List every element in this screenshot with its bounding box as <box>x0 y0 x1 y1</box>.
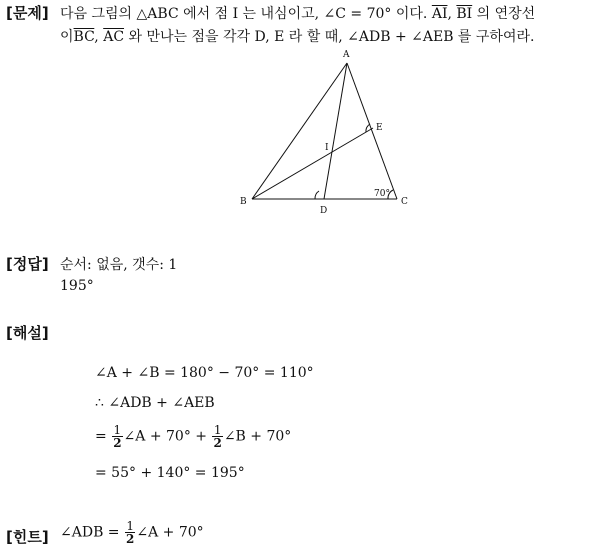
problem-line-2-pre: 이 <box>60 29 74 45</box>
side-ac <box>347 63 397 199</box>
separator: , <box>94 29 99 45</box>
vertex-a-label: A <box>343 50 350 60</box>
hint-post: ∠A + 70° <box>136 524 204 541</box>
point-d-label: D <box>320 206 328 216</box>
answer-label: [정답] <box>6 255 49 273</box>
problem-line-1-end: 의 연장선 <box>476 6 536 22</box>
fraction-denominator: 2 <box>113 436 122 450</box>
answer-value: 195° <box>60 278 94 294</box>
problem-line-2 <box>60 26 534 46</box>
separator: , <box>447 6 452 22</box>
vertex-c-label: C <box>401 197 408 207</box>
vertex-b-label: B <box>240 197 247 207</box>
angle-mark-d <box>315 191 319 199</box>
solution-line-2: ∴ ∠ADB + ∠AEB <box>95 395 215 411</box>
solution-line-4: = 55° + 140° = 195° <box>95 465 245 481</box>
hint-pre: ∠ADB = <box>60 524 120 541</box>
point-i-label: I <box>325 143 329 153</box>
fraction-half <box>125 520 135 545</box>
point-e-label: E <box>376 123 383 133</box>
answer-meta: 순서: 없음, 갯수: 1 <box>60 257 178 273</box>
solution-line-3-pre: = <box>95 428 107 445</box>
hint-formula <box>60 520 204 545</box>
problem-line-2-post: 와 만나는 점을 각각 D, E 라 할 때, ∠ADB + ∠AEB 를 구하여라. <box>128 29 535 45</box>
fraction-numerator: 1 <box>126 519 134 533</box>
triangle-figure <box>235 45 425 220</box>
solution-line-3 <box>95 424 291 449</box>
fraction-denominator: 2 <box>213 436 222 450</box>
angle-c-label: 70° <box>374 189 390 199</box>
solution-label: [해설] <box>6 324 49 342</box>
solution-line-3-mid: ∠A + 70° + <box>123 428 208 445</box>
segment-bi: $\overline{BI}$ <box>456 6 473 22</box>
hint-label: [힌트] <box>6 528 49 546</box>
solution-line-1: ∠A + ∠B = 180° − 70° = 110° <box>95 365 314 381</box>
problem-line-1 <box>60 3 535 23</box>
fraction-half-a <box>112 424 122 449</box>
line-be <box>252 128 373 199</box>
solution-line-3-post: ∠B + 70° <box>223 428 292 445</box>
fraction-numerator: 1 <box>113 423 122 437</box>
segment-ai: $\overline{AI}$ <box>431 6 448 22</box>
fraction-numerator: 1 <box>213 423 222 437</box>
problem-label: [문제] <box>6 4 49 22</box>
segment-ac: $\overline{AC}$ <box>103 29 125 45</box>
fraction-half-b <box>212 424 222 449</box>
side-ab <box>252 63 347 199</box>
fraction-denominator: 2 <box>126 532 135 546</box>
segment-bc: $\overline{BC}$ <box>73 29 95 45</box>
line-ad <box>324 63 347 199</box>
problem-line-1-text: 다음 그림의 △ABC 에서 점 I 는 내심이고, ∠C = 70° 이다. <box>60 6 428 22</box>
